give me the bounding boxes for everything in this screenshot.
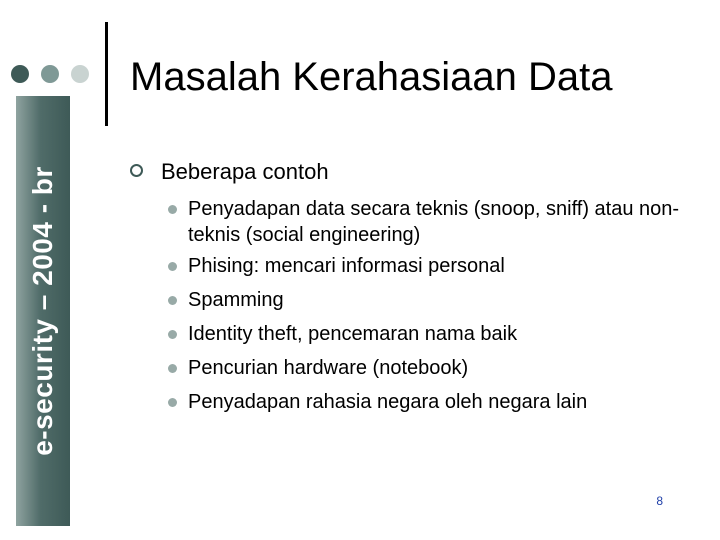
list-item — [168, 253, 688, 279]
dot-bullet-icon — [168, 398, 177, 407]
title-divider — [105, 22, 108, 126]
decorative-dot-light — [71, 65, 89, 83]
list-item — [168, 321, 688, 347]
dot-bullet-icon — [168, 262, 177, 271]
slide-title: Masalah Kerahasiaan Data — [130, 55, 613, 99]
ring-bullet-icon — [130, 164, 143, 177]
sidebar-text: e-security – 2004 - br — [27, 166, 58, 456]
list-item-text: Penyadapan rahasia negara oleh negara lain — [188, 391, 588, 413]
list-item-text: Phising: mencari informasi personal — [188, 255, 505, 277]
dot-bullet-icon — [168, 364, 177, 373]
list-item-text: Identity theft, pencemaran nama baik — [188, 323, 518, 345]
list-item-text: Penyadapan data secara teknis (snoop, sniff) atau non-teknis (social engineering) — [188, 198, 680, 246]
list-item — [168, 355, 688, 381]
decorative-dot-dark — [11, 65, 29, 83]
list-item — [168, 196, 688, 248]
decorative-dot-medium — [41, 65, 59, 83]
main-point-text: Beberapa contoh — [161, 159, 329, 184]
page-number: 8 — [656, 494, 663, 508]
dot-bullet-icon — [168, 330, 177, 339]
list-item-text: Pencurian hardware (notebook) — [188, 357, 469, 379]
list-item — [168, 287, 688, 313]
list-item — [168, 389, 688, 415]
sub-point-list — [168, 196, 688, 423]
dot-bullet-icon — [168, 296, 177, 305]
sidebar-text-container — [16, 96, 70, 526]
dot-bullet-icon — [168, 205, 177, 214]
list-item-text: Spamming — [188, 289, 284, 311]
main-point — [130, 158, 329, 186]
